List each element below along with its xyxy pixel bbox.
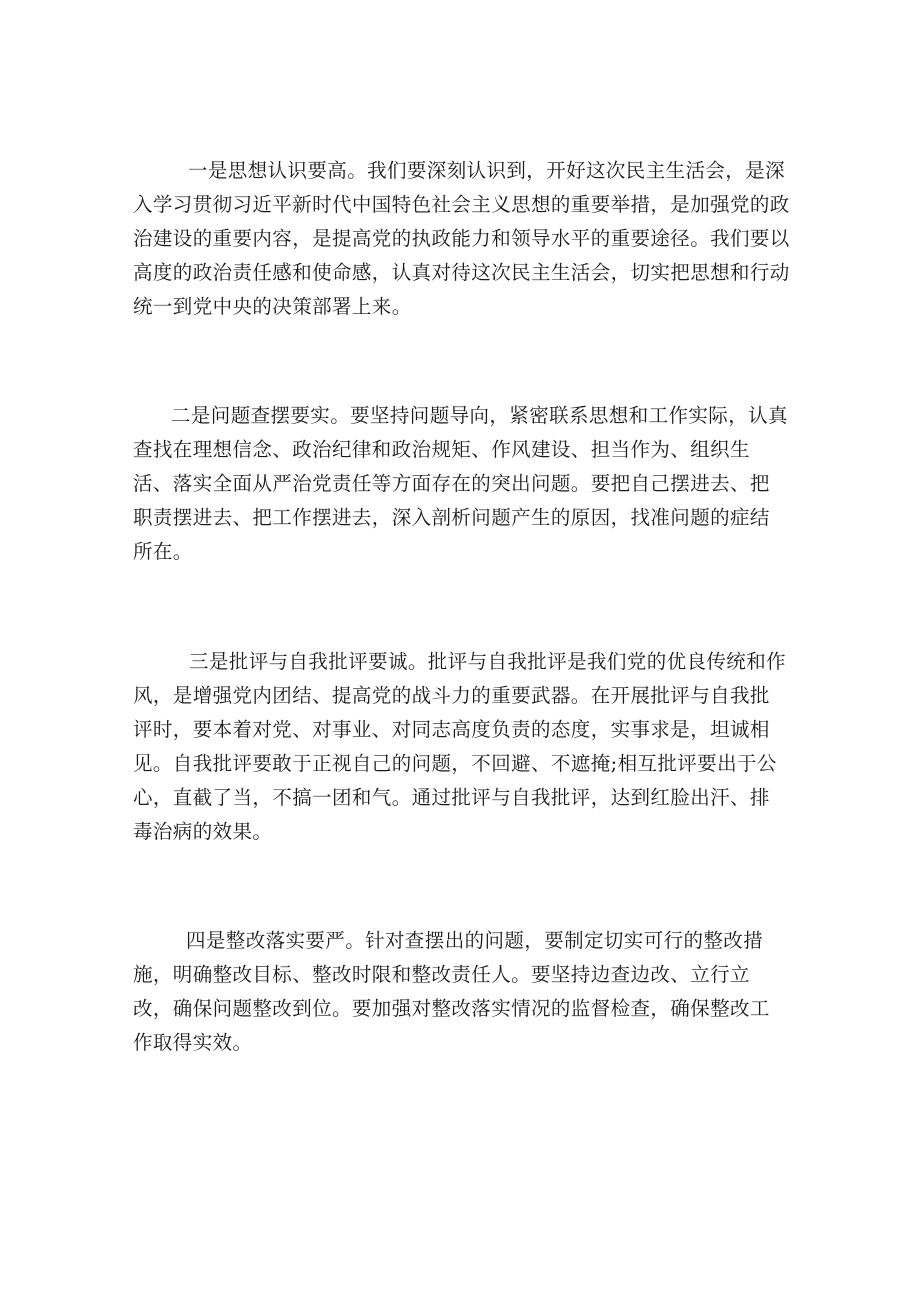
paragraph-line: 治建设的重要内容，是提高党的执政能力和领导水平的重要途径。我们要以 xyxy=(133,227,790,250)
paragraph-line: 评时，要本着对党、对事业、对同志高度负责的态度，实事求是，坦诚相 xyxy=(133,718,770,741)
paragraph-line: 心，直截了当，不搞一团和气。通过批评与自我批评，达到红脸出汗、排 xyxy=(133,786,770,809)
paragraph-line: 统一到党中央的决策部署上来。 xyxy=(133,295,412,318)
paragraph-thought-awareness xyxy=(133,154,793,324)
paragraph-line: 职责摆进去、把工作摆进去，深入剖析问题产生的原因，找准问题的症结 xyxy=(133,506,770,529)
paragraph-line: 三是批评与自我批评要诚。批评与自我批评是我们党的优良传统和作 xyxy=(189,650,787,673)
paragraph-line: 一是思想认识要高。我们要深刻认识到，开好这次民主生活会，是深 xyxy=(188,159,786,182)
paragraph-line: 四是整改落实要严。针对查摆出的问题，要制定切实可行的整改措 xyxy=(186,929,764,952)
paragraph-line: 施，明确整改目标、整改时限和整改责任人。要坚持边查边改、立行立 xyxy=(133,963,750,986)
paragraph-line: 改，确保问题整改到位。要加强对整改落实情况的监督检查，确保整改工 xyxy=(133,997,770,1020)
paragraph-line: 查找在理想信念、政治纪律和政治规矩、作风建设、担当作为、组织生 xyxy=(133,438,750,461)
paragraph-line: 活、落实全面从严治党责任等方面存在的突出问题。要把自己摆进去、把 xyxy=(133,472,770,495)
paragraph-line: 作取得实效。 xyxy=(133,1031,253,1054)
paragraph-line: 风，是增强党内团结、提高党的战斗力的重要武器。在开展批评与自我批 xyxy=(133,684,770,707)
paragraph-rectification xyxy=(133,924,793,1060)
paragraph-line: 入学习贯彻习近平新时代中国特色社会主义思想的重要举措，是加强党的政 xyxy=(133,193,790,216)
paragraph-criticism xyxy=(133,645,793,849)
paragraph-line: 高度的政治责任感和使命感，认真对待这次民主生活会，切实把思想和行动 xyxy=(133,261,790,284)
paragraph-line: 二是问题查摆要实。要坚持问题导向，紧密联系思想和工作实际，认真 xyxy=(171,404,788,427)
paragraph-line: 所在。 xyxy=(133,540,193,563)
paragraph-problem-finding xyxy=(133,399,793,569)
paragraph-line: 见。自我批评要敢于正视自己的问题，不回避、不遮掩;相互批评要出于公 xyxy=(133,752,777,775)
paragraph-line: 毒治病的效果。 xyxy=(133,820,273,843)
